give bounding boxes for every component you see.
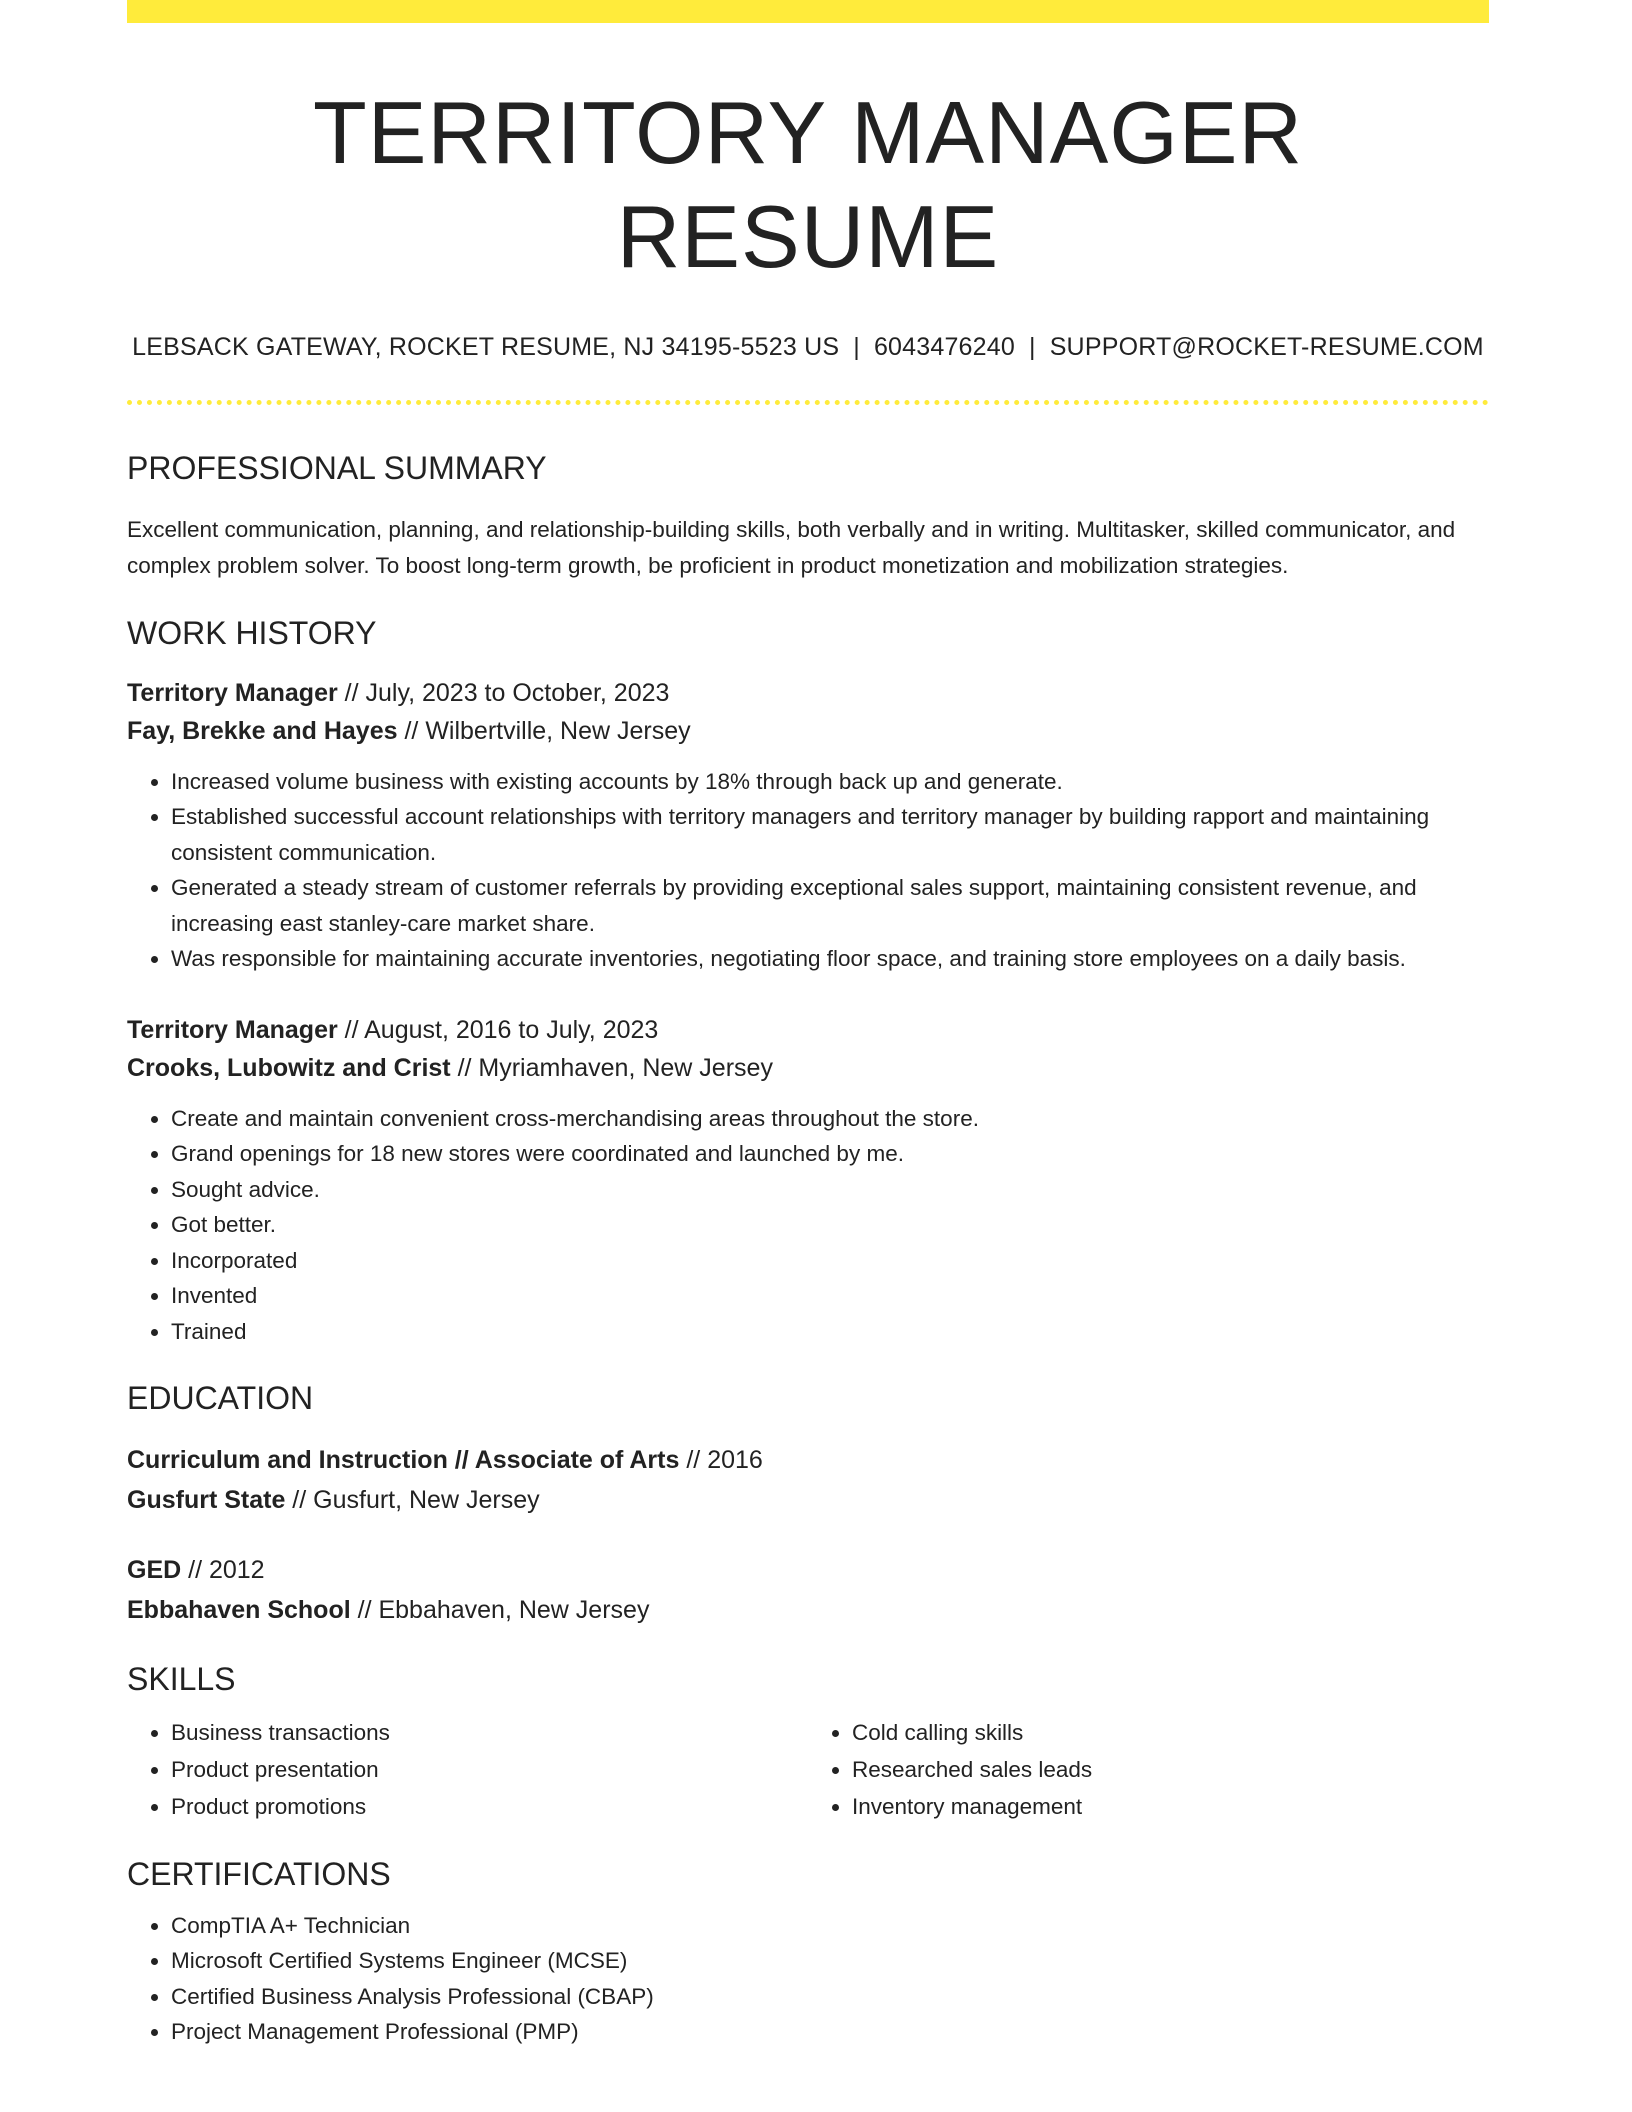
job-dates: // July, 2023 to October, 2023: [337, 678, 670, 707]
job-company-line: [127, 712, 1489, 750]
education-entry: [127, 1550, 1489, 1630]
list-item: • Sought advice.: [171, 1172, 1489, 1208]
list-item: • Generated a steady stream of customer referrals by providing exceptional sales support, maintaining consistent revenue, and increasing east stanley-care market share.: [171, 870, 1489, 941]
resume-page: [127, 0, 1489, 2050]
list-item: • Increased volume business with existing accounts by 18% through back up and generate.: [171, 764, 1489, 800]
list-item: • Project Management Professional (PMP): [171, 2014, 1489, 2050]
education-school: Ebbahaven School: [127, 1595, 351, 1624]
certifications-section: [127, 1855, 1489, 2049]
list-item: • Product presentation: [171, 1751, 808, 1788]
skills-section: [127, 1660, 1489, 1825]
education-degree: Curriculum and Instruction // Associate of Arts: [127, 1445, 680, 1474]
list-item: • Business transactions: [171, 1714, 808, 1751]
summary-text: Excellent communication, planning, and relationship-building skills, both verbally and in writing. Multitasker, skilled communicator, and complex problem solver. To boost long-term growth, be proficient in product monetization and mobilization strategies.: [127, 516, 1456, 578]
list-item: • Was responsible for maintaining accurate inventories, negotiating floor space, and training store employees on a daily basis.: [171, 941, 1489, 977]
work-history-heading: WORK HISTORY: [127, 614, 377, 651]
list-item: • Invented: [171, 1278, 1489, 1314]
list-item: • Grand openings for 18 new stores were coordinated and launched by me.: [171, 1136, 1489, 1172]
education-degree-line: [127, 1550, 1489, 1590]
education-year: // 2012: [181, 1555, 265, 1584]
certifications-heading: CERTIFICATIONS: [127, 1856, 391, 1893]
education-entry: [127, 1440, 1489, 1520]
list-item: • Product promotions: [171, 1788, 808, 1825]
education-school-line: [127, 1480, 1489, 1520]
work-history-section: [127, 614, 1489, 1350]
list-item: • CompTIA A+ Technician: [171, 1908, 1489, 1944]
list-item: • Got better.: [171, 1207, 1489, 1243]
job-bullets: [127, 764, 1489, 977]
skills-grid: [127, 1714, 1489, 1825]
education-heading: EDUCATION: [127, 1380, 314, 1417]
contact-address: LEBSACK GATEWAY, ROCKET RESUME, NJ 34195-5523 US: [132, 332, 840, 361]
education-location: // Gusfurt, New Jersey: [285, 1485, 540, 1514]
job-entry: [127, 674, 1489, 977]
education-year: // 2016: [679, 1445, 763, 1474]
job-company-line: [127, 1049, 1489, 1087]
resume-title: TERRITORY MANAGER RESUME: [312, 83, 1304, 286]
education-school-line: [127, 1590, 1489, 1630]
list-item: • Inventory management: [852, 1788, 1489, 1825]
list-item: • Microsoft Certified Systems Engineer (MCSE): [171, 1943, 1489, 1979]
list-item: • Create and maintain convenient cross-merchandising areas throughout the store.: [171, 1101, 1489, 1137]
job-company: Fay, Brekke and Hayes: [127, 716, 398, 745]
job-location: // Myriamhaven, New Jersey: [450, 1053, 773, 1082]
certifications-list: [127, 1908, 1489, 2050]
job-entry: [127, 1011, 1489, 1350]
job-title-line: [127, 1011, 1489, 1049]
skills-column-right: [808, 1714, 1489, 1825]
list-item: • Certified Business Analysis Professional (CBAP): [171, 1979, 1489, 2015]
list-item: • Researched sales leads: [852, 1751, 1489, 1788]
top-accent-bar: [127, 0, 1489, 23]
dotted-divider: [127, 400, 1489, 405]
list-item: • Trained: [171, 1314, 1489, 1350]
list-item: • Established successful account relationships with territory managers and territory manager by building rapport and maintaining consistent communication.: [171, 799, 1489, 870]
education-school: Gusfurt State: [127, 1485, 286, 1514]
education-degree: GED: [127, 1555, 182, 1584]
job-company: Crooks, Lubowitz and Crist: [127, 1053, 451, 1082]
education-section: [127, 1379, 1489, 1629]
job-title-line: [127, 674, 1489, 712]
contact-email: SUPPORT@ROCKET-RESUME.COM: [1049, 332, 1484, 361]
contact-separator: |: [1028, 332, 1036, 361]
contact-line: [127, 331, 1489, 364]
job-dates: // August, 2016 to July, 2023: [337, 1015, 659, 1044]
job-title: Territory Manager: [127, 678, 338, 707]
job-bullets: [127, 1101, 1489, 1350]
list-item: • Incorporated: [171, 1243, 1489, 1279]
job-title: Territory Manager: [127, 1015, 338, 1044]
list-item: • Cold calling skills: [852, 1714, 1489, 1751]
skills-column-left: [127, 1714, 808, 1825]
skills-heading: SKILLS: [127, 1660, 236, 1697]
job-location: // Wilbertville, New Jersey: [397, 716, 691, 745]
education-degree-line: [127, 1440, 1489, 1480]
summary-heading: PROFESSIONAL SUMMARY: [127, 450, 547, 487]
education-location: // Ebbahaven, New Jersey: [350, 1595, 650, 1624]
contact-phone: 6043476240: [873, 332, 1015, 361]
contact-separator: |: [853, 332, 860, 361]
